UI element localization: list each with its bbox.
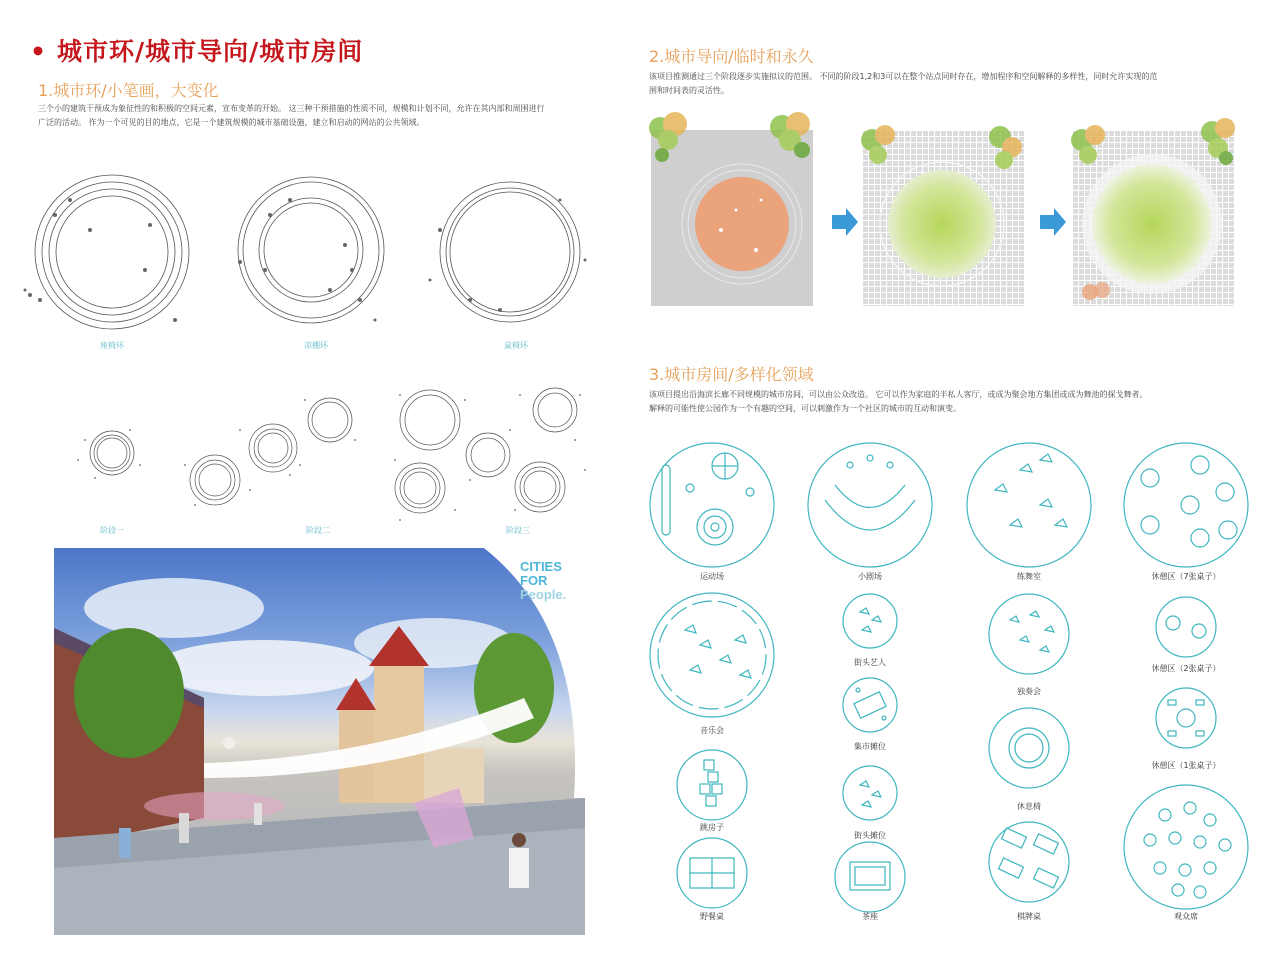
room-concert-diagram bbox=[650, 593, 774, 717]
room-bench-diagram bbox=[989, 708, 1069, 788]
room-dance-diagram bbox=[967, 443, 1091, 567]
room-label-solo: 独奏会 bbox=[1017, 687, 1041, 696]
room-label-market: 集市摊位 bbox=[854, 742, 886, 751]
room-theatre-diagram bbox=[808, 443, 932, 567]
room-label-chess: 棋牌桌 bbox=[1017, 912, 1041, 921]
stage-one-drawing bbox=[651, 130, 813, 306]
ring-label-table: 桌椅环 bbox=[504, 341, 528, 350]
phase-label-one: 阶段一 bbox=[100, 526, 124, 535]
room-label-street-stall: 街头摊位 bbox=[854, 831, 886, 840]
section3-paragraph-line1: 该项目提出沿海滨长廊不同规模的城市房间，可以由公众改造。 它可以作为家庭的半私人客厅，或成为聚会地方集团或成为舞池的探戈舞者。 bbox=[649, 390, 1148, 399]
plaza-rendering-image bbox=[54, 548, 585, 935]
room-label-dance: 练舞室 bbox=[1017, 572, 1041, 581]
stage-panel-temporary bbox=[651, 130, 813, 306]
section1-title: 1.城市环/小笔画，大变化 bbox=[38, 81, 219, 100]
room-label-rest7: 休憩区（7张桌子） bbox=[1151, 572, 1221, 581]
room-label-rest1: 休憩区（1张桌子） bbox=[1151, 761, 1221, 770]
title-bullet: • bbox=[30, 37, 47, 66]
room-street-artist-diagram bbox=[843, 594, 897, 648]
room-sports-diagram bbox=[650, 443, 774, 567]
room-tea-diagram bbox=[835, 842, 905, 912]
room-label-street-artist: 街头艺人 bbox=[854, 658, 886, 667]
room-label-sports: 运动场 bbox=[700, 572, 724, 581]
logo-line-for: FOR bbox=[520, 573, 548, 588]
section2-paragraph-line2: 围和时间表的灵活性。 bbox=[649, 86, 729, 95]
room-market-diagram bbox=[843, 678, 897, 732]
room-rest7-diagram bbox=[1124, 443, 1248, 567]
room-label-picnic: 野餐桌 bbox=[700, 912, 724, 921]
room-audience-diagram bbox=[1124, 785, 1248, 909]
ring-label-seating: 座椅环 bbox=[100, 341, 124, 350]
section3-title: 3.城市房间/多样化领域 bbox=[649, 365, 814, 384]
section1-paragraph-line1: 三个小的建筑干预成为象征性的和积极的空间元素，宣布变革的开始。 这三种干预措施的性质不同，规模和计划不同，允许在其内部和周围进行 bbox=[38, 104, 545, 113]
section3-paragraph bbox=[649, 388, 1249, 416]
ring-label-pergola: 凉棚环 bbox=[304, 341, 328, 350]
phase-label-two: 阶段二 bbox=[306, 526, 330, 535]
logo-line-people: People. bbox=[520, 587, 567, 602]
room-label-rest2: 休憩区（2张桌子） bbox=[1151, 664, 1221, 673]
room-solo-diagram bbox=[989, 594, 1069, 674]
phase-label-three: 阶段三 bbox=[506, 526, 530, 535]
logo-line-cities: CITIES bbox=[520, 559, 562, 574]
room-label-bench: 休息椅 bbox=[1017, 802, 1041, 811]
room-label-hopscotch: 跳房子 bbox=[700, 823, 724, 832]
section2-paragraph bbox=[649, 70, 1249, 98]
page-title-text: 城市环/城市导向/城市房间 bbox=[56, 37, 364, 66]
room-label-theatre: 小剧场 bbox=[858, 572, 882, 581]
section1-paragraph-line2: 广泛的活动。 作为一个可见的目的地点，它是一个建筑规模的城市基础设施，建立和启动的网站的公共领域。 bbox=[38, 118, 425, 127]
room-label-audience: 观众席 bbox=[1174, 912, 1198, 921]
cities-for-people-logo bbox=[520, 560, 566, 602]
section3-paragraph-line2: 解释的可能性使公园作为一个有趣的空间，可以刺激作为一个社区的城市的互动和演变。 bbox=[649, 404, 961, 413]
room-rest1-diagram bbox=[1156, 688, 1216, 748]
section2-title: 2.城市导向/临时和永久 bbox=[649, 47, 814, 66]
room-label-tea: 茶座 bbox=[862, 912, 878, 921]
room-label-concert: 音乐会 bbox=[700, 726, 724, 735]
city-room-diagrams bbox=[0, 0, 1, 1]
room-rest2-diagram bbox=[1156, 597, 1216, 657]
page-title bbox=[30, 32, 363, 68]
room-chess-diagram bbox=[989, 822, 1069, 902]
section1-paragraph bbox=[38, 102, 598, 130]
room-picnic-diagram bbox=[677, 838, 747, 908]
rendering-scene bbox=[54, 548, 585, 935]
room-hopscotch-diagram bbox=[677, 750, 747, 820]
section2-paragraph-line1: 该项目推测通过三个阶段逐步实施拟议的范围。 不同的阶段1,2和3可以在整个站点同时存在，增加程序和空间解释的多样性，同时允许实现的范 bbox=[649, 72, 1158, 81]
room-street-stall-diagram bbox=[843, 766, 897, 820]
